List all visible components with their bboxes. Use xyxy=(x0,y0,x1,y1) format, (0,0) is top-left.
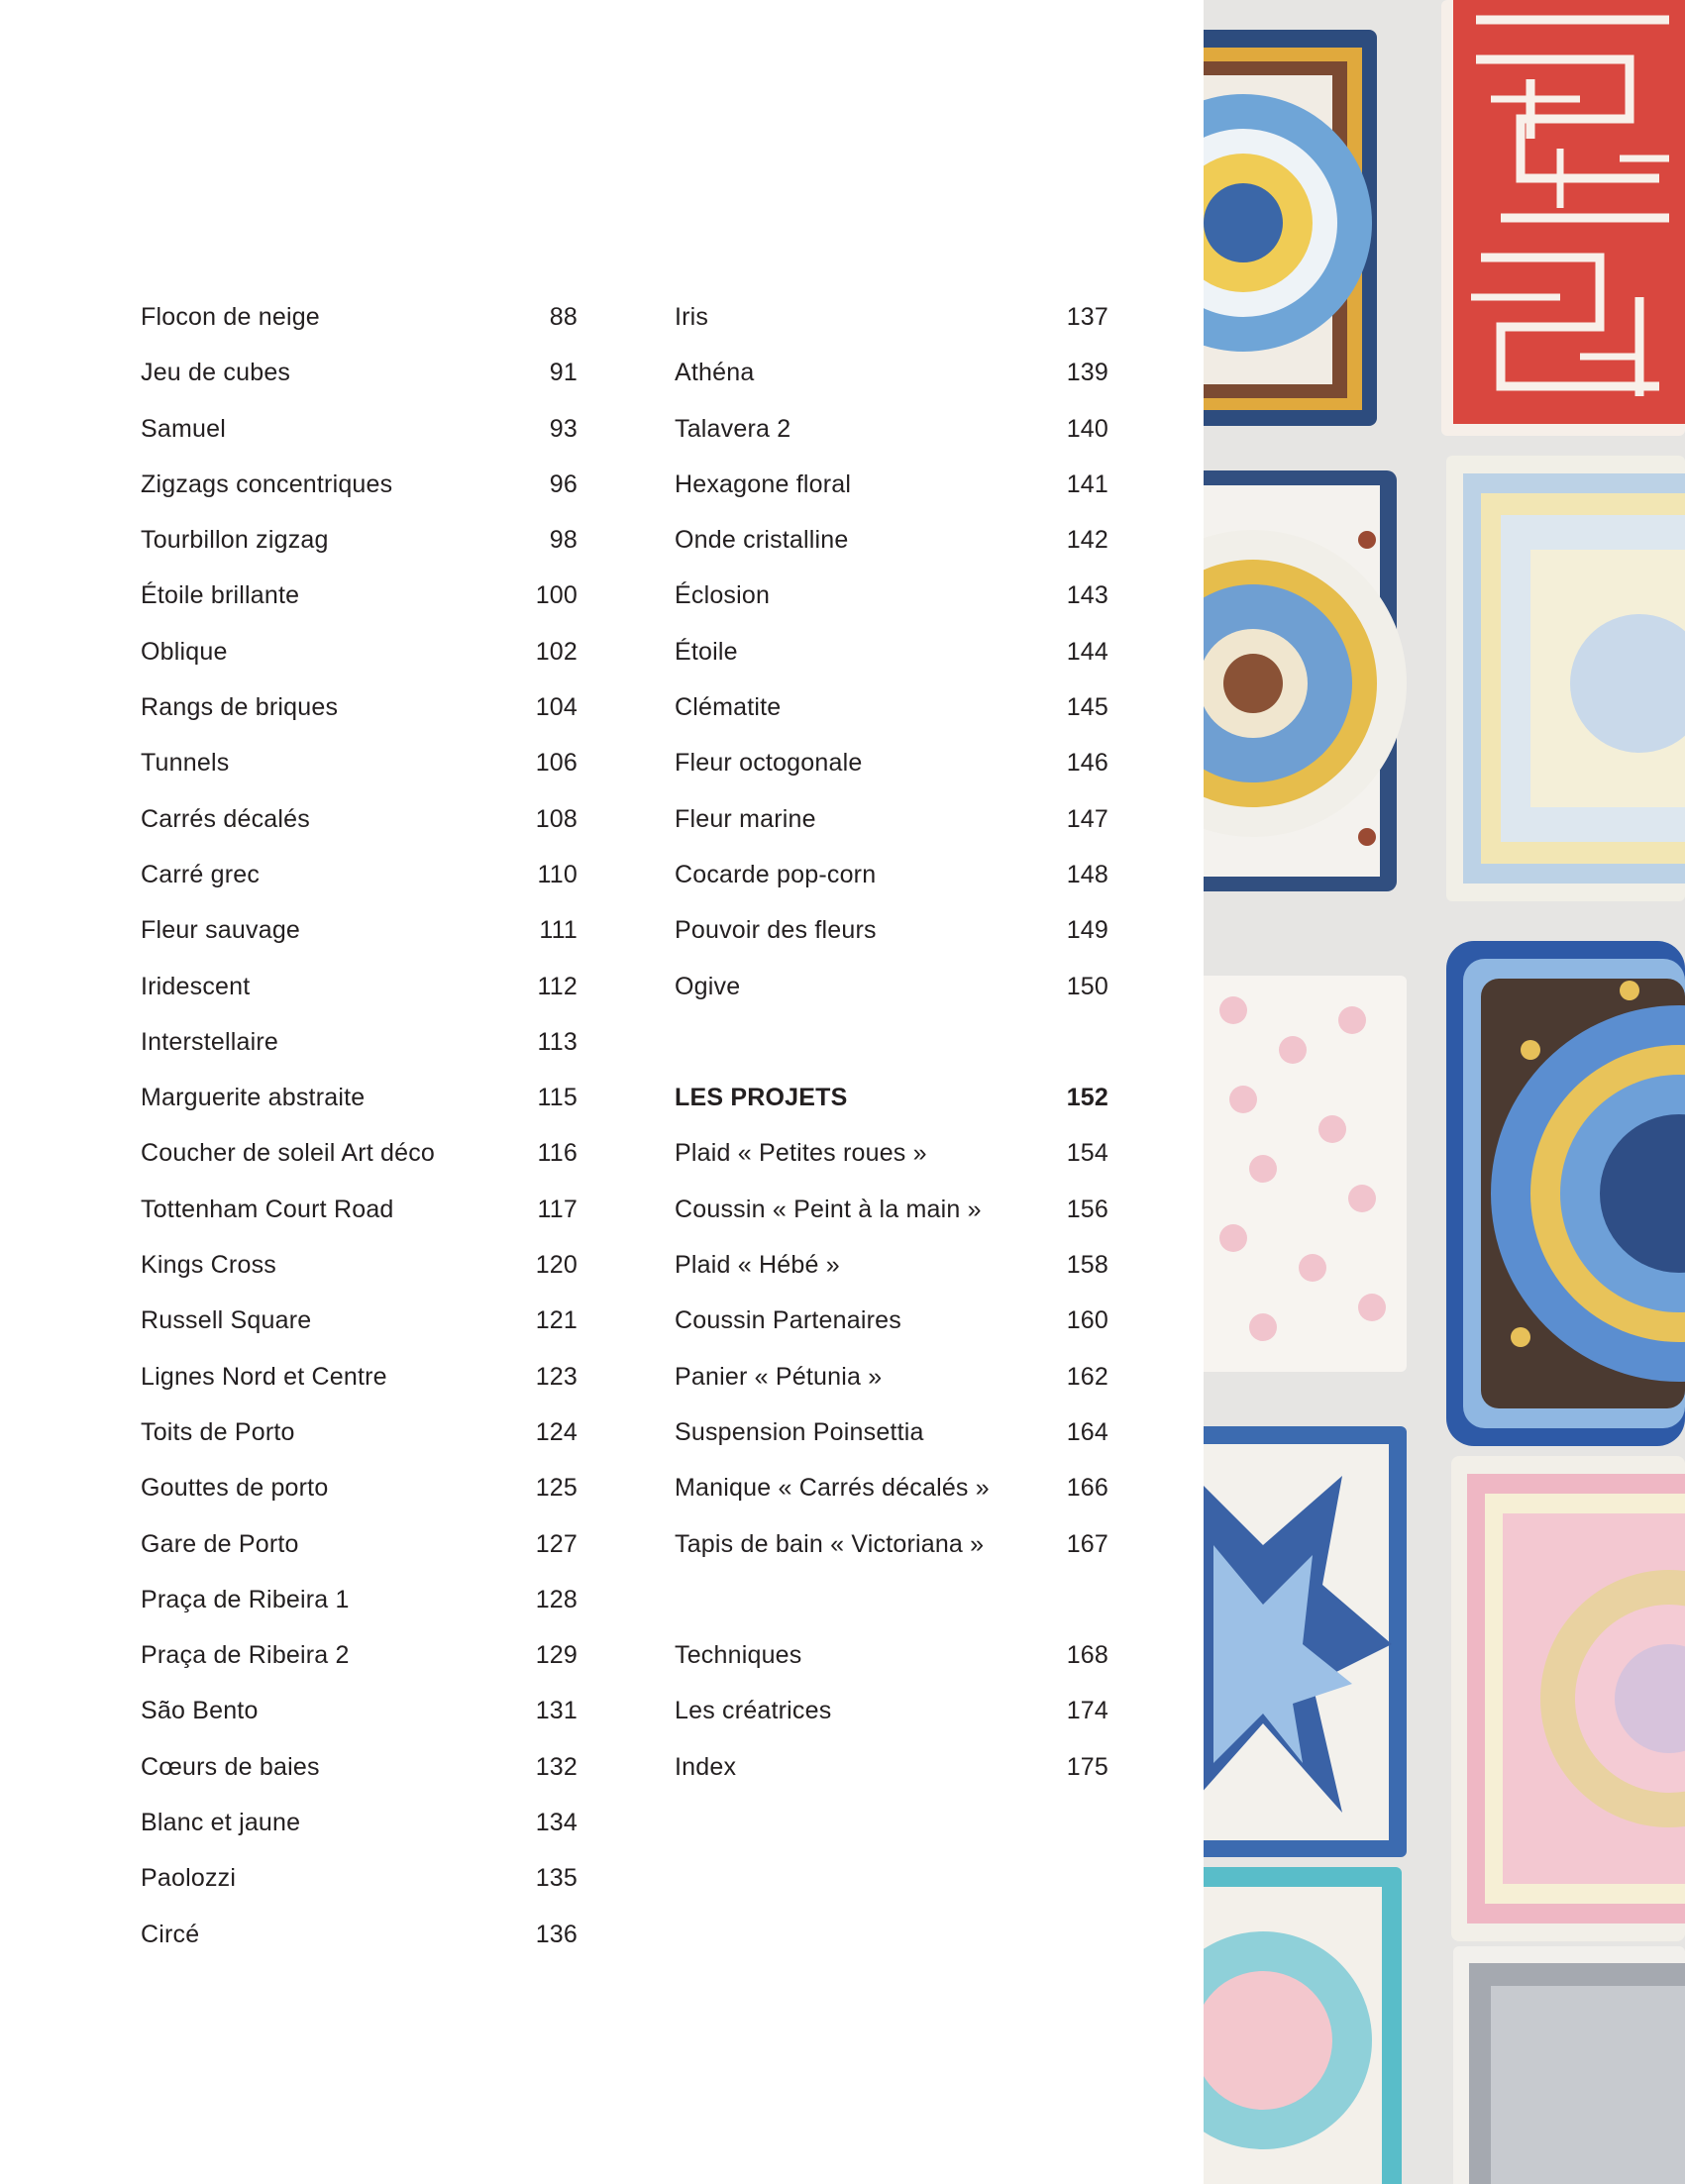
toc-entry[interactable] xyxy=(675,1353,1108,1408)
toc-entry-title: Coussin « Peint à la main » xyxy=(675,1195,982,1223)
crochet-square-grey-icon xyxy=(1453,1946,1685,2184)
toc-entry-title: Blanc et jaune xyxy=(141,1809,301,1837)
toc-entry-title: Interstellaire xyxy=(141,1027,278,1056)
toc-entry-page: 98 xyxy=(549,526,578,555)
crochet-square-pale-icon xyxy=(1446,456,1685,901)
toc-entry-page: 145 xyxy=(1066,693,1108,722)
toc-entry-title: Manique « Carrés décalés » xyxy=(675,1474,990,1503)
toc-entry-page: 143 xyxy=(1066,581,1108,610)
toc-entry-title: Éclosion xyxy=(675,581,771,610)
toc-entry[interactable] xyxy=(141,1408,578,1464)
toc-entry-page: 124 xyxy=(535,1417,578,1446)
toc-entry-page: 139 xyxy=(1066,359,1108,387)
toc-entry-title: Index xyxy=(675,1752,737,1781)
toc-entry[interactable] xyxy=(675,405,1108,461)
toc-entry-page: 148 xyxy=(1066,860,1108,888)
toc-entry[interactable] xyxy=(141,1854,578,1910)
toc-entry[interactable] xyxy=(141,683,578,739)
toc-entry-page: 132 xyxy=(535,1752,578,1781)
toc-entry-page: 127 xyxy=(535,1529,578,1558)
toc-entry-page: 96 xyxy=(549,469,578,498)
toc-entry[interactable] xyxy=(141,851,578,906)
toc-entry-title: Gouttes de porto xyxy=(141,1474,329,1503)
toc-entry-page: 166 xyxy=(1066,1474,1108,1503)
toc-entry[interactable] xyxy=(675,683,1108,739)
toc-entry[interactable] xyxy=(675,1631,1108,1687)
toc-entry-title: Kings Cross xyxy=(141,1251,276,1280)
crochet-square-red-maze-icon xyxy=(1441,0,1685,436)
toc-column-right xyxy=(675,293,1108,1799)
toc-entry-title: Tottenham Court Road xyxy=(141,1195,394,1223)
crochet-square-turquoise-icon xyxy=(1204,1867,1402,2184)
toc-entry[interactable] xyxy=(675,572,1108,627)
toc-entry-title: Ogive xyxy=(675,972,741,1000)
toc-entry[interactable] xyxy=(141,739,578,794)
toc-entry-page: 120 xyxy=(535,1251,578,1280)
toc-entry-title: Fleur sauvage xyxy=(141,916,301,945)
toc-entry-page: 91 xyxy=(549,359,578,387)
toc-entry-title: Flocon de neige xyxy=(141,303,320,331)
toc-entry-page: 104 xyxy=(535,693,578,722)
toc-entry-title: Suspension Poinsettia xyxy=(675,1417,924,1446)
toc-entry-title: Praça de Ribeira 1 xyxy=(141,1585,350,1613)
toc-entry-page: 125 xyxy=(535,1474,578,1503)
toc-entry-title: Hexagone floral xyxy=(675,469,852,498)
toc-entry-title: Coucher de soleil Art déco xyxy=(141,1139,436,1168)
toc-entry-title: Coussin Partenaires xyxy=(675,1306,901,1335)
toc-entry[interactable] xyxy=(141,516,578,572)
toc-entry[interactable] xyxy=(141,1241,578,1297)
toc-entry[interactable] xyxy=(141,1297,578,1352)
crochet-squares-photo xyxy=(1204,0,1685,2184)
toc-entry[interactable] xyxy=(675,1464,1108,1519)
toc-entry[interactable] xyxy=(141,405,578,461)
toc-entry[interactable] xyxy=(141,1911,578,1966)
toc-entry-page: 100 xyxy=(535,581,578,610)
toc-entry-page: 135 xyxy=(535,1864,578,1893)
toc-entry-page: 167 xyxy=(1066,1529,1108,1558)
toc-entry[interactable] xyxy=(675,1129,1108,1185)
toc-entry-title: Oblique xyxy=(141,637,228,666)
toc-entry-title: Gare de Porto xyxy=(141,1529,299,1558)
toc-entry-page: 116 xyxy=(537,1139,578,1168)
toc-entry-title: Praça de Ribeira 2 xyxy=(141,1641,350,1670)
toc-entry-title: Carré grec xyxy=(141,860,261,888)
toc-entry-title: Russell Square xyxy=(141,1306,312,1335)
toc-entry-title: Fleur octogonale xyxy=(675,749,863,778)
toc-entry[interactable] xyxy=(141,1074,578,1129)
toc-entry-page: 93 xyxy=(549,414,578,443)
toc-entry[interactable] xyxy=(141,1520,578,1576)
toc-entry-title: Techniques xyxy=(675,1641,802,1670)
toc-entry[interactable] xyxy=(675,795,1108,851)
toc-entry[interactable] xyxy=(141,1799,578,1854)
toc-entry-title: Tunnels xyxy=(141,749,230,778)
toc-entry-page: 106 xyxy=(535,749,578,778)
toc-entry-page: 115 xyxy=(537,1084,578,1112)
toc-entry-title: Clématite xyxy=(675,693,782,722)
toc-entry-title: Athéna xyxy=(675,359,755,387)
toc-entry-title: Carrés décalés xyxy=(141,804,310,833)
toc-entry-title: Zigzags concentriques xyxy=(141,469,393,498)
toc-entry[interactable] xyxy=(675,461,1108,516)
toc-entry-page: 144 xyxy=(1066,637,1108,666)
toc-entry-title: Paolozzi xyxy=(141,1864,237,1893)
toc-entry[interactable] xyxy=(141,293,578,349)
toc-entry-page: 146 xyxy=(1066,749,1108,778)
toc-entry-page: 117 xyxy=(537,1195,578,1223)
toc-entry[interactable] xyxy=(675,906,1108,962)
toc-entry[interactable] xyxy=(675,1297,1108,1352)
toc-entry-title: Toits de Porto xyxy=(141,1417,295,1446)
toc-motifs-list xyxy=(675,293,1108,1018)
toc-entry-page: 136 xyxy=(535,1920,578,1948)
toc-entry-title: Plaid « Hébé » xyxy=(675,1251,840,1280)
toc-entry-title: Étoile brillante xyxy=(141,581,300,610)
toc-entry-page: 128 xyxy=(535,1585,578,1613)
toc-entry[interactable] xyxy=(141,628,578,683)
toc-entry-page: 131 xyxy=(535,1697,578,1725)
toc-entry-title: Cocarde pop-corn xyxy=(675,860,877,888)
toc-entry[interactable] xyxy=(675,739,1108,794)
crochet-square-pink-bobbles-icon xyxy=(1204,976,1407,1372)
toc-entry-title: Lignes Nord et Centre xyxy=(141,1362,387,1391)
toc-entry[interactable] xyxy=(141,795,578,851)
toc-entry-title: Panier « Pétunia » xyxy=(675,1362,883,1391)
toc-entry[interactable] xyxy=(141,1464,578,1519)
toc-entry-page: 113 xyxy=(537,1027,578,1056)
toc-entry[interactable] xyxy=(675,293,1108,349)
toc-entry-page: 140 xyxy=(1066,414,1108,443)
toc-entry-title: Tapis de bain « Victoriana » xyxy=(675,1529,985,1558)
toc-entry[interactable] xyxy=(141,1353,578,1408)
toc-entry[interactable] xyxy=(141,349,578,404)
toc-entry-page: 129 xyxy=(535,1641,578,1670)
toc-entry-page: 174 xyxy=(1066,1697,1108,1725)
toc-entry-page: 134 xyxy=(535,1809,578,1837)
toc-entry-page: 160 xyxy=(1066,1306,1108,1335)
toc-entry[interactable] xyxy=(141,572,578,627)
toc-entry[interactable] xyxy=(675,628,1108,683)
toc-entry-page: 123 xyxy=(535,1362,578,1391)
toc-entry-page: 149 xyxy=(1066,916,1108,945)
toc-column-left xyxy=(141,293,578,1966)
toc-entry-page: 108 xyxy=(535,804,578,833)
crochet-square-pink-lilac-icon xyxy=(1451,1456,1685,1941)
toc-appendix-list xyxy=(675,1631,1108,1799)
toc-entry[interactable] xyxy=(141,1743,578,1799)
toc-entry-page: 112 xyxy=(537,972,578,1000)
toc-entry-title: Marguerite abstraite xyxy=(141,1084,366,1112)
toc-entry-page: 102 xyxy=(535,637,578,666)
toc-entry-page: 147 xyxy=(1066,804,1108,833)
toc-entry[interactable] xyxy=(141,461,578,516)
toc-entry-title: Rangs de briques xyxy=(141,693,339,722)
toc-entry[interactable] xyxy=(141,1129,578,1185)
toc-entry-page: 168 xyxy=(1066,1641,1108,1670)
toc-entry-title: Tourbillon zigzag xyxy=(141,526,329,555)
toc-entry-page: 88 xyxy=(549,303,578,331)
toc-entry-title: Plaid « Petites roues » xyxy=(675,1139,927,1168)
toc-heading-page: 152 xyxy=(1066,1084,1108,1112)
toc-projects-list xyxy=(675,1129,1108,1575)
toc-entry-page: 142 xyxy=(1066,526,1108,555)
toc-entry-title: Iris xyxy=(675,303,709,331)
crochet-square-zigzag-star-icon xyxy=(1204,1426,1407,1857)
toc-entry[interactable] xyxy=(141,1576,578,1631)
toc-entry-title: Talavera 2 xyxy=(675,414,791,443)
toc-entry-page: 164 xyxy=(1066,1417,1108,1446)
toc-entry[interactable] xyxy=(141,906,578,962)
toc-entry-page: 162 xyxy=(1066,1362,1108,1391)
toc-entry[interactable] xyxy=(675,1743,1108,1799)
toc-entry-page: 175 xyxy=(1066,1752,1108,1781)
toc-entry-page: 156 xyxy=(1066,1195,1108,1223)
toc-entry-page: 150 xyxy=(1066,972,1108,1000)
toc-entry[interactable] xyxy=(675,1520,1108,1576)
toc-entry-page: 158 xyxy=(1066,1251,1108,1280)
crochet-square-blue-star-icon xyxy=(1446,941,1685,1446)
toc-entry-title: Les créatrices xyxy=(675,1697,832,1725)
toc-entry-page: 154 xyxy=(1066,1139,1108,1168)
toc-entry-title: Iridescent xyxy=(141,972,251,1000)
toc-heading-title: LES PROJETS xyxy=(675,1084,848,1112)
crochet-square-blue-flower-icon xyxy=(1204,30,1377,426)
toc-entry[interactable] xyxy=(675,851,1108,906)
toc-entry-page: 121 xyxy=(535,1306,578,1335)
toc-entry-title: Fleur marine xyxy=(675,804,816,833)
toc-section-heading-projects[interactable] xyxy=(675,1074,1108,1129)
crochet-square-round-motif-icon xyxy=(1204,470,1407,891)
toc-entry-page: 110 xyxy=(537,860,578,888)
toc-entry[interactable] xyxy=(141,1018,578,1074)
toc-entry[interactable] xyxy=(141,1631,578,1687)
toc-entry-page: 111 xyxy=(539,916,578,945)
toc-entry[interactable] xyxy=(675,1241,1108,1297)
toc-entry-title: Pouvoir des fleurs xyxy=(675,916,877,945)
toc-entry[interactable] xyxy=(141,963,578,1018)
toc-entry-title: Circé xyxy=(141,1920,200,1948)
toc-entry-title: Cœurs de baies xyxy=(141,1752,320,1781)
toc-entry-title: São Bento xyxy=(141,1697,259,1725)
toc-entry[interactable] xyxy=(141,1687,578,1742)
toc-entry-title: Onde cristalline xyxy=(675,526,849,555)
toc-entry-title: Jeu de cubes xyxy=(141,359,291,387)
toc-entry[interactable] xyxy=(675,963,1108,1018)
toc-entry[interactable] xyxy=(675,1408,1108,1464)
toc-entry-page: 141 xyxy=(1066,469,1108,498)
toc-entry[interactable] xyxy=(675,1186,1108,1241)
toc-entry[interactable] xyxy=(675,349,1108,404)
toc-entry[interactable] xyxy=(675,516,1108,572)
toc-entry-title: Samuel xyxy=(141,414,226,443)
toc-entry[interactable] xyxy=(675,1687,1108,1742)
toc-entry[interactable] xyxy=(141,1186,578,1241)
toc-entry-page: 137 xyxy=(1066,303,1108,331)
toc-entry-title: Étoile xyxy=(675,637,738,666)
